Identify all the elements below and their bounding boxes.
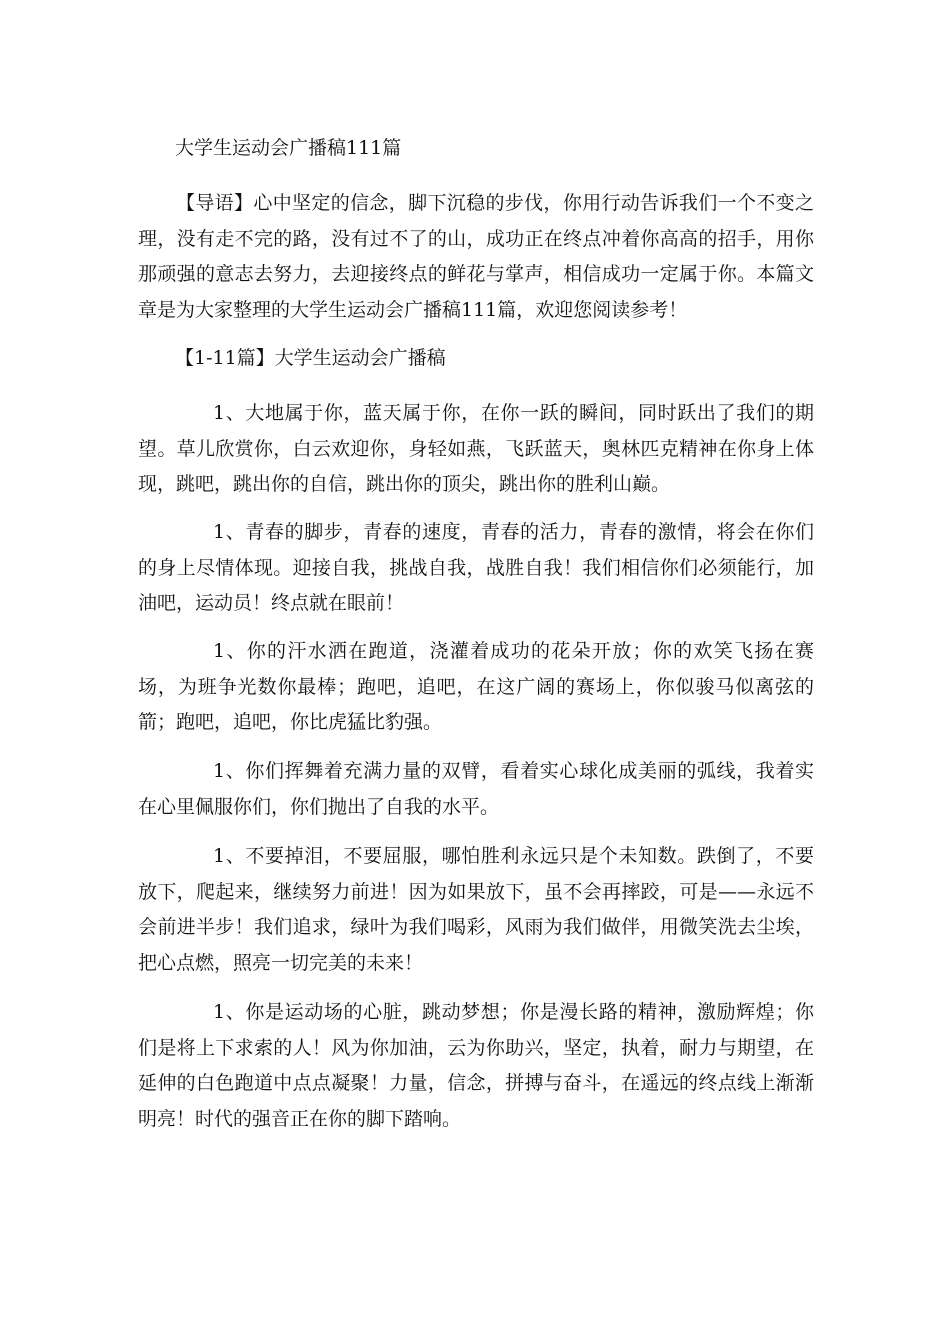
broadcast-paragraph: 1、你们挥舞着充满力量的双臂，看着实心球化成美丽的弧线，我着实在心里佩服你们，你们抛出了自我的水平。 — [138, 760, 814, 818]
broadcast-paragraph: 1、你是运动场的心脏，跳动梦想；你是漫长路的精神，激励辉煌；你们是将上下求索的人！风为你加油，云为你助兴，坚定，执着，耐力与期望，在延伸的白色跑道中点点凝聚！力量，信念，拼搏与奋斗，在遥远的终点线上渐渐明亮！时代的强音正在你的脚下踏响。 — [138, 1001, 814, 1130]
broadcast-paragraph: 1、大地属于你，蓝天属于你，在你一跃的瞬间，同时跃出了我们的期望。草儿欣赏你，白云欢迎你，身轻如燕，飞跃蓝天，奥林匹克精神在你身上体现，跳吧，跳出你的自信，跳出你的顶尖，跳出你的胜利山巅。 — [138, 402, 814, 495]
intro-paragraph: 【导语】心中坚定的信念，脚下沉稳的步伐，你用行动告诉我们一个不变之理，没有走不完的路，没有过不了的山，成功正在终点冲着你高高的招手，用你那顽强的意志去努力，去迎接终点的鲜花与掌声，相信成功一定属于你。本篇文章是为大家整理的大学生运动会广播稿111篇，欢迎您阅读参考！ — [138, 192, 814, 321]
document-title: 大学生运动会广播稿111篇 — [175, 137, 402, 159]
broadcast-paragraph: 1、不要掉泪，不要屈服，哪怕胜利永远只是个未知数。跌倒了，不要放下，爬起来，继续努力前进！因为如果放下，虽不会再摔跤，可是——永远不会前进半步！我们追求，绿叶为我们喝彩，风雨为我们做伴，用微笑洗去尘埃，把心点燃，照亮一切完美的未来！ — [138, 845, 814, 974]
broadcast-paragraph: 1、青春的脚步，青春的速度，青春的活力，青春的激情，将会在你们的身上尽情体现。迎接自我，挑战自我，战胜自我！我们相信你们必须能行，加油吧，运动员！终点就在眼前！ — [138, 521, 814, 614]
broadcast-paragraph: 1、你的汗水洒在跑道，浇灌着成功的花朵开放；你的欢笑飞扬在赛场，为班争光数你最棒；跑吧，追吧，在这广阔的赛场上，你似骏马似离弦的箭；跑吧，追吧，你比虎猛比豹强。 — [138, 640, 814, 733]
section-heading: 【1-11篇】大学生运动会广播稿 — [175, 347, 446, 369]
